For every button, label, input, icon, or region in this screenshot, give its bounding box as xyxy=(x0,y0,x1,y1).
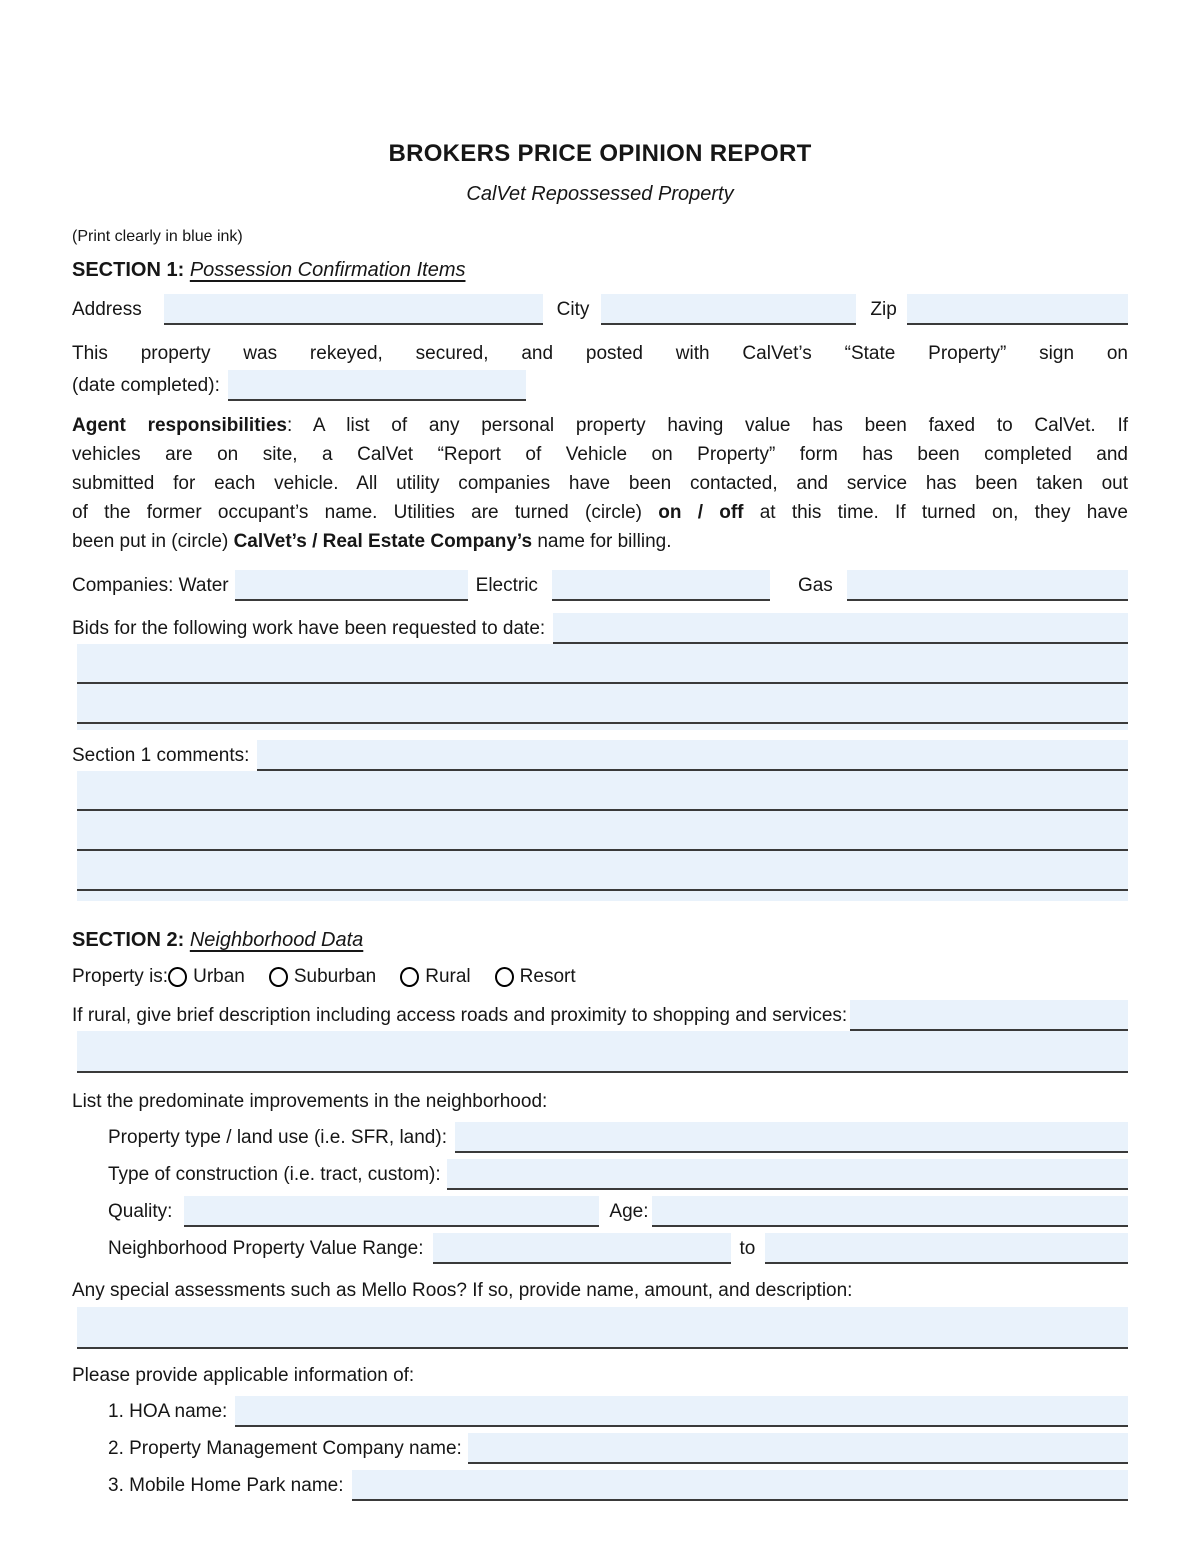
city-input[interactable] xyxy=(601,294,856,325)
bids-label: Bids for the following work have been requested to date: xyxy=(72,618,546,639)
agent-line-2: vehicles are on site, a CalVet “Report of Vehicle on Property” form has been completed and xyxy=(72,444,1128,465)
companies-row xyxy=(72,570,1128,601)
electric-company-input[interactable] xyxy=(552,570,770,601)
date-completed-label: (date completed): xyxy=(72,375,220,396)
section1-comments-row xyxy=(72,740,1128,771)
water-company-input[interactable] xyxy=(235,570,468,601)
electric-label: Electric xyxy=(475,575,538,596)
property-type-radio-row xyxy=(72,966,1128,988)
agent-responsibilities-paragraph xyxy=(72,411,1128,556)
rural-description-label: If rural, give brief description including access roads and proximity to shopping and services: xyxy=(72,1005,848,1026)
hoa-label: 1. HOA name: xyxy=(108,1401,228,1422)
to-label: to xyxy=(739,1238,756,1259)
age-label: Age: xyxy=(609,1201,649,1222)
mobile-home-park-label: 3. Mobile Home Park name: xyxy=(108,1475,344,1496)
construction-type-label: Type of construction (i.e. tract, custom): xyxy=(108,1164,441,1185)
comments-extra-lines-block xyxy=(77,771,1128,901)
rural-description-extra-line-block xyxy=(77,1031,1128,1073)
provide-info-label: Please provide applicable information of: xyxy=(72,1365,415,1386)
bids-requested-input[interactable] xyxy=(553,613,1128,644)
address-label: Address xyxy=(72,299,142,320)
property-type-row xyxy=(108,1122,1128,1153)
quality-age-row xyxy=(108,1196,1128,1227)
comments-line-2[interactable] xyxy=(77,771,1128,811)
comments-line-4[interactable] xyxy=(77,851,1128,891)
rural-label: Rural xyxy=(425,966,471,987)
section2-heading xyxy=(72,929,1128,952)
property-type-input[interactable] xyxy=(455,1122,1128,1153)
companies-water-label: Companies: Water xyxy=(72,575,229,596)
property-mgmt-name-input[interactable] xyxy=(468,1433,1128,1464)
hoa-row xyxy=(108,1396,1128,1427)
agent-line-1-rest: : A list of any personal property having value has been faxed to CalVet. If xyxy=(286,415,1128,436)
radio-option-rural[interactable] xyxy=(400,966,470,988)
print-note: (Print clearly in blue ink) xyxy=(72,228,243,245)
comments-line-3[interactable] xyxy=(77,811,1128,851)
agent-line-4-post: at this time. If turned on, they have xyxy=(743,502,1129,523)
section2-title: Neighborhood Data xyxy=(189,929,364,951)
mobile-home-park-name-input[interactable] xyxy=(352,1470,1129,1501)
agent-line-4 xyxy=(72,498,1128,527)
section1-title: Possession Confirmation Items xyxy=(189,259,466,281)
address-row xyxy=(72,294,1128,325)
property-is-label: Property is: xyxy=(72,966,169,987)
bids-row xyxy=(72,613,1128,644)
section1-comments-input[interactable] xyxy=(257,740,1128,771)
city-label: City xyxy=(556,299,590,320)
radio-option-urban[interactable] xyxy=(168,966,245,988)
billing-name-choice: CalVet’s / Real Estate Company’s xyxy=(233,531,533,552)
gas-label: Gas xyxy=(797,575,833,596)
value-range-to-input[interactable] xyxy=(765,1233,1128,1264)
hoa-name-input[interactable] xyxy=(235,1396,1128,1427)
construction-type-input[interactable] xyxy=(447,1159,1128,1190)
agent-line-4-pre: of the former occupant’s name. Utilities are turned (circle) xyxy=(72,502,659,523)
agent-bold-heading: Agent responsibilities xyxy=(72,415,287,436)
value-range-row xyxy=(108,1233,1128,1264)
rural-description-row xyxy=(72,1000,1128,1031)
suburban-label: Suburban xyxy=(293,966,377,987)
radio-option-suburban[interactable] xyxy=(269,966,376,988)
resort-label: Resort xyxy=(519,966,576,987)
agent-line-5 xyxy=(72,527,1128,556)
date-completed-input[interactable] xyxy=(228,370,526,401)
gas-company-input[interactable] xyxy=(847,570,1128,601)
zip-input[interactable] xyxy=(907,294,1128,325)
value-range-label: Neighborhood Property Value Range: xyxy=(108,1238,424,1259)
agent-line-5-pre: been put in (circle) xyxy=(72,531,234,552)
mobile-home-park-row xyxy=(108,1470,1128,1501)
urban-label: Urban xyxy=(193,966,245,987)
section1-heading xyxy=(72,259,1128,282)
bids-line-3[interactable] xyxy=(77,684,1128,724)
bids-line-2[interactable] xyxy=(77,644,1128,684)
rekeyed-paragraph-line1: This property was rekeyed, secured, and posted with CalVet’s “State Property” sign on xyxy=(72,343,1128,364)
on-off-choice: on / off xyxy=(658,502,744,523)
agent-line-3: submitted for each vehicle. All utility companies have been contacted, and service has been taken out xyxy=(72,473,1128,494)
property-mgmt-row xyxy=(108,1433,1128,1464)
zip-label: Zip xyxy=(870,299,897,320)
rural-description-input[interactable] xyxy=(850,1000,1128,1031)
assessments-label: Any special assessments such as Mello Roos? If so, provide name, amount, and description: xyxy=(72,1280,853,1301)
assessments-line[interactable] xyxy=(77,1307,1128,1349)
form-subtitle: CalVet Repossessed Property xyxy=(466,183,734,205)
page-title: BROKERS PRICE OPINION REPORT xyxy=(388,140,812,167)
agent-line-5-post: name for billing. xyxy=(532,531,672,552)
section2-label: SECTION 2: xyxy=(72,929,185,951)
address-input[interactable] xyxy=(164,294,543,325)
bids-extra-lines-block xyxy=(77,644,1128,730)
assessments-block xyxy=(77,1307,1128,1349)
urban-radio-icon[interactable] xyxy=(168,967,187,987)
resort-radio-icon[interactable] xyxy=(495,967,514,987)
rural-radio-icon[interactable] xyxy=(400,967,419,987)
quality-input[interactable] xyxy=(184,1196,599,1227)
property-type-label: Property type / land use (i.e. SFR, land): xyxy=(108,1127,447,1148)
improvements-label: List the predominate improvements in the neighborhood: xyxy=(72,1091,548,1112)
construction-type-row xyxy=(108,1159,1128,1190)
date-completed-row xyxy=(72,370,1128,401)
rural-description-line-2[interactable] xyxy=(77,1031,1128,1073)
property-mgmt-label: 2. Property Management Company name: xyxy=(108,1438,462,1459)
section1-label: SECTION 1: xyxy=(72,259,185,281)
section1-comments-label: Section 1 comments: xyxy=(72,745,250,766)
age-input[interactable] xyxy=(652,1196,1128,1227)
radio-option-resort[interactable] xyxy=(495,966,576,988)
suburban-radio-icon[interactable] xyxy=(269,967,288,987)
quality-label: Quality: xyxy=(108,1201,173,1222)
value-range-from-input[interactable] xyxy=(433,1233,731,1264)
agent-line-1 xyxy=(72,411,1128,440)
